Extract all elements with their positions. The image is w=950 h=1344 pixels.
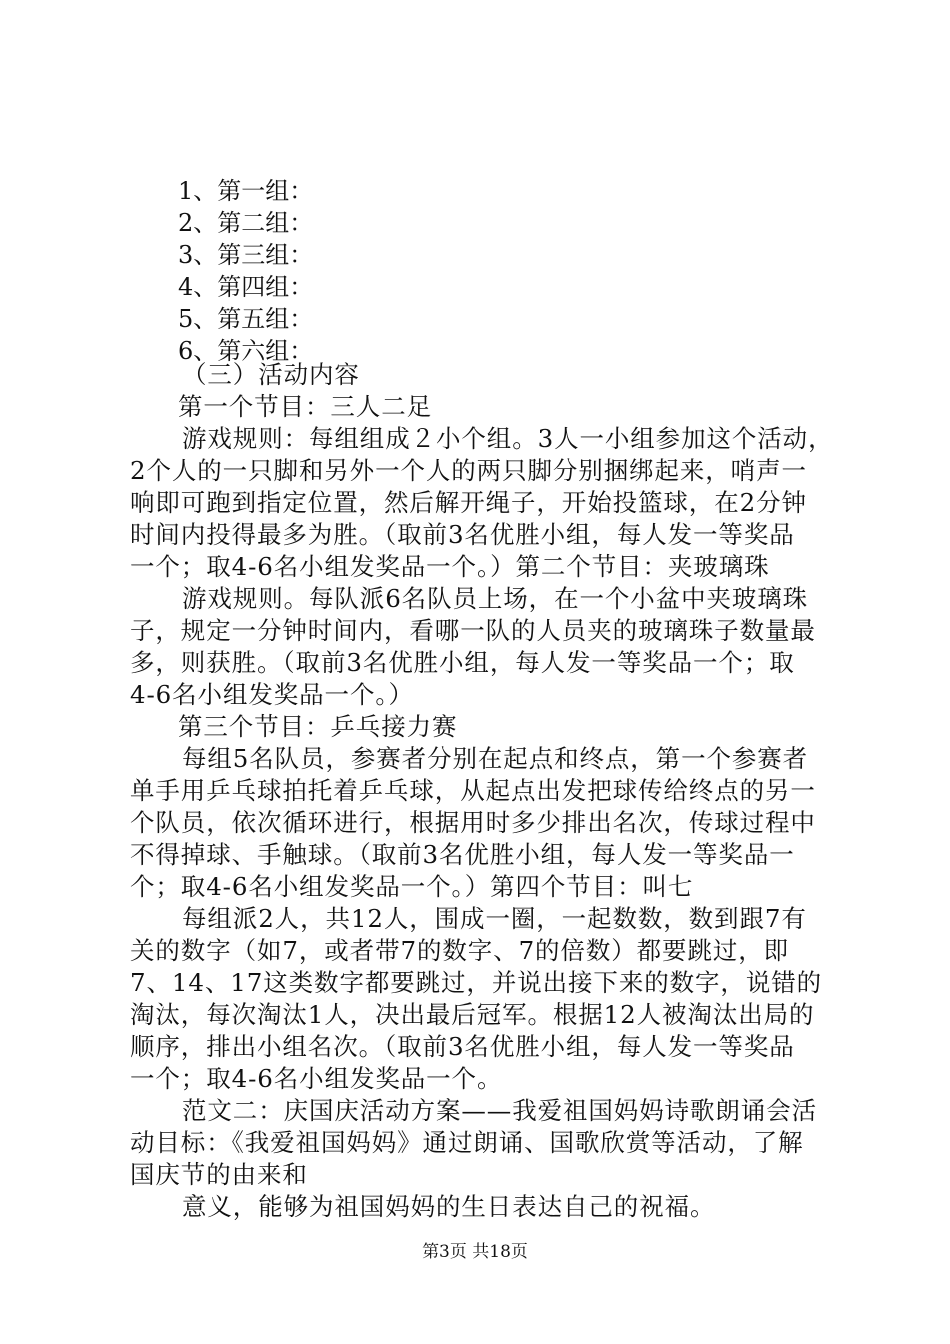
paragraph-line: 不得掉球、手触球。（取前3名优胜小组，每人发一等奖品一 [130, 840, 795, 869]
section-heading: （三）活动内容 [182, 360, 360, 389]
paragraph-line: 每组派2人，共12人，围成一圈，一起数数，数到跟7有 [182, 904, 807, 933]
paragraph-line: 淘汰，每次淘汰1人，决出最后冠军。根据12人被淘汰出局的 [130, 1000, 815, 1029]
group-list-item: 2、第二组： [178, 209, 314, 237]
page-footer: 第3页 共18页 [422, 1242, 528, 1262]
paragraph-line: 个队员，依次循环进行，根据用时多少排出名次，传球过程中 [130, 808, 816, 837]
paragraph-line: 时间内投得最多为胜。（取前3名优胜小组，每人发一等奖品 [130, 520, 795, 549]
group-list-item: 6、第六组： [178, 337, 314, 365]
paragraph-line: 动目标：《我爱祖国妈妈》通过朗诵、国歌欣赏等活动，了解 [130, 1128, 804, 1157]
group-list-item: 5、第五组： [178, 305, 314, 333]
paragraph-line: 范文二：庆国庆活动方案——我爱祖国妈妈诗歌朗诵会活 [182, 1096, 817, 1125]
paragraph-line: 个；取4-6名小组发奖品一个。）第四个节目：叫七 [130, 872, 694, 901]
paragraph-line: 国庆节的由来和 [130, 1160, 308, 1189]
body-text [130, 359, 834, 1223]
paragraph-line: 7、14、17这类数字都要跳过，并说出接下来的数字，说错的 [130, 968, 823, 997]
paragraph-line: 游戏规则。每队派6名队员上场，在一个小盆中夹玻璃珠 [182, 584, 809, 613]
paragraph-line: 每组5名队员，参赛者分别在起点和终点，第一个参赛者 [182, 744, 809, 773]
group-list-item: 4、第四组： [178, 273, 314, 301]
paragraph-line: 多，则获胜。（取前3名优胜小组，每人发一等奖品一个；取 [130, 648, 795, 677]
paragraph-line: 单手用乒乓球拍托着乒乓球，从起点出发把球传给终点的另一 [130, 776, 816, 805]
paragraph-line: 一个；取4-6名小组发奖品一个。）第二个节目：夹玻璃珠 [130, 552, 770, 581]
paragraph-line: 意义，能够为祖国妈妈的生日表达自己的祝福。 [182, 1192, 716, 1221]
paragraph-line: 一个；取4-6名小组发奖品一个。 [130, 1064, 503, 1093]
paragraph-line: 2个人的一只脚和另外一个人的两只脚分别捆绑起来，哨声一 [130, 456, 807, 485]
paragraph-line: 子，规定一分钟时间内，看哪一队的人员夹的玻璃珠子数量最 [130, 616, 816, 645]
paragraph-line: 游戏规则：每组组成２小个组。3人一小组参加这个活动， [182, 424, 834, 453]
group-list [178, 175, 858, 367]
group-list-item: 1、第一组： [178, 177, 314, 205]
paragraph-line: 响即可跑到指定位置，然后解开绳子，开始投篮球，在2分钟 [130, 488, 807, 517]
program-title: 第三个节目：乒乓接力赛 [178, 712, 458, 741]
group-list-item: 3、第三组： [178, 241, 314, 269]
paragraph-line: 关的数字（如7，或者带7的数字、7的倍数）都要跳过，即 [130, 936, 790, 965]
program-title: 第一个节目：三人二足 [178, 392, 432, 421]
paragraph-line: 4-6名小组发奖品一个。） [130, 680, 414, 709]
paragraph-line: 顺序，排出小组名次。（取前3名优胜小组，每人发一等奖品 [130, 1032, 795, 1061]
